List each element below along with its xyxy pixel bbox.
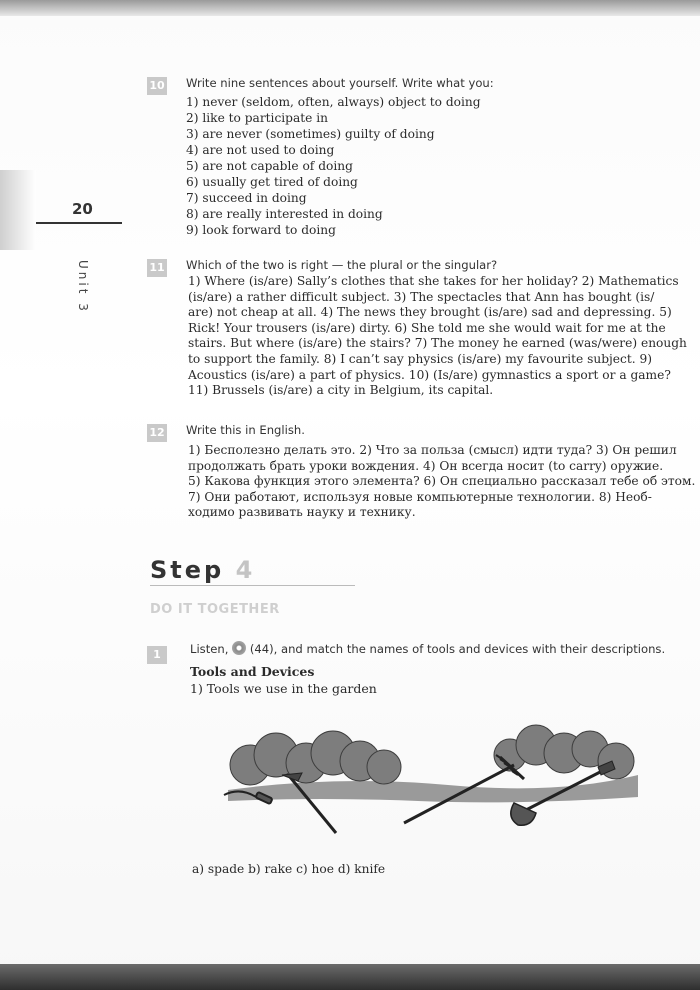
garden-tools-illustration	[218, 705, 640, 835]
exercise-11-line: stairs. But where (is/are) the stairs? 7) The money he earned (was/were) enough	[188, 336, 687, 351]
scan-top-shadow	[0, 0, 700, 16]
exercise-10-item: 9) look forward to doing	[186, 223, 336, 237]
exercise-11-line: to support the family. 8) I can’t say physics (is/are) my favourite subject. 9)	[188, 351, 653, 366]
page-number: 20	[72, 200, 93, 218]
exercise-11-line: 1) Where (is/are) Sally’s clothes that she takes for her holiday? 2) Mathematics	[188, 274, 679, 288]
ground-shape	[228, 775, 638, 802]
exercise-10-instruction: Write nine sentences about yourself. Write what you:	[186, 76, 494, 90]
exercise-10-item: 8) are really interested in doing	[186, 207, 383, 221]
exercise-10-item: 5) are not capable of doing	[186, 159, 353, 173]
scan-bottom-shadow	[0, 964, 700, 990]
exercise-12-line: 7) Они работают, используя новые компьютерные технологии. 8) Необ-	[188, 489, 652, 504]
exercise-12-text	[188, 443, 696, 521]
exercise-1-instruction	[190, 641, 665, 656]
exercise-11-line: 11) Brussels (is/are) a city in Belgium, its capital.	[188, 383, 494, 398]
exercise-12-line: продолжать брать уроки вождения. 4) Он всегда носит (to carry) оружие.	[188, 458, 664, 473]
exercise-12-instruction: Write this in English.	[186, 423, 305, 437]
section-label: DO IT TOGETHER	[150, 602, 280, 617]
exercise-10-number: 10	[147, 77, 167, 95]
exercise-12-number: 12	[147, 424, 167, 442]
exercise-10-item: 1) never (seldom, often, always) object to doing	[186, 95, 481, 109]
exercise-10-item: 4) are not used to doing	[186, 143, 335, 157]
exercise-1-subitem: 1) Tools we use in the garden	[190, 681, 377, 696]
audio-cd-icon	[232, 641, 246, 655]
page-number-rule	[36, 222, 122, 224]
exercise-12-line: 5) Какова функция этого элемента? 6) Он специально рассказал тебе об этом.	[188, 474, 696, 489]
exercise-10-item: 2) like to participate in	[186, 111, 328, 125]
exercise-12-line: ходимо развивать науку и технику.	[188, 505, 416, 520]
exercise-10-item: 6) usually get tired of doing	[186, 175, 358, 189]
step-heading	[150, 556, 255, 584]
exercise-1-instruction-end: (44), and match the names of tools and devices with their descriptions.	[249, 642, 666, 656]
step-label: Step	[150, 556, 225, 584]
exercise-10-item: 7) succeed in doing	[186, 191, 307, 205]
exercise-11-line: are) not cheap at all. 4) The news they brought (is/are) sad and depressing. 5)	[188, 305, 672, 320]
exercise-11-instruction: Which of the two is right — the plural or the singular?	[186, 258, 498, 272]
exercise-10-item: 3) are never (sometimes) guilty of doing	[186, 127, 435, 141]
exercise-1-answers: a) spade b) rake c) hoe d) knife	[192, 862, 386, 876]
exercise-11-line: Acoustics (is/are) a part of physics. 10) (Is/are) gymnastics a sport or a game?	[188, 367, 671, 382]
unit-label: Unit 3	[76, 260, 90, 314]
exercise-11-line: Rick! Your trousers (is/are) dirty. 6) She told me she would wait for me at the	[188, 320, 666, 335]
exercise-1-instruction-start: Listen,	[190, 642, 229, 656]
scan-left-shadow	[0, 170, 36, 250]
exercise-11-line: (is/are) a rather difficult subject. 3) The spectacles that Ann has bought (is/	[188, 289, 655, 304]
exercise-11-number: 11	[147, 259, 167, 277]
exercise-12-line: 1) Бесполезно делать это. 2) Что за польза (смысл) идти туда? 3) Он решил	[188, 443, 677, 457]
exercise-11-text	[188, 274, 696, 399]
step-underline	[150, 585, 355, 586]
exercise-1-subheading: Tools and Devices	[190, 664, 315, 679]
step-number: 4	[235, 556, 256, 584]
exercise-1-number: 1	[147, 646, 167, 664]
